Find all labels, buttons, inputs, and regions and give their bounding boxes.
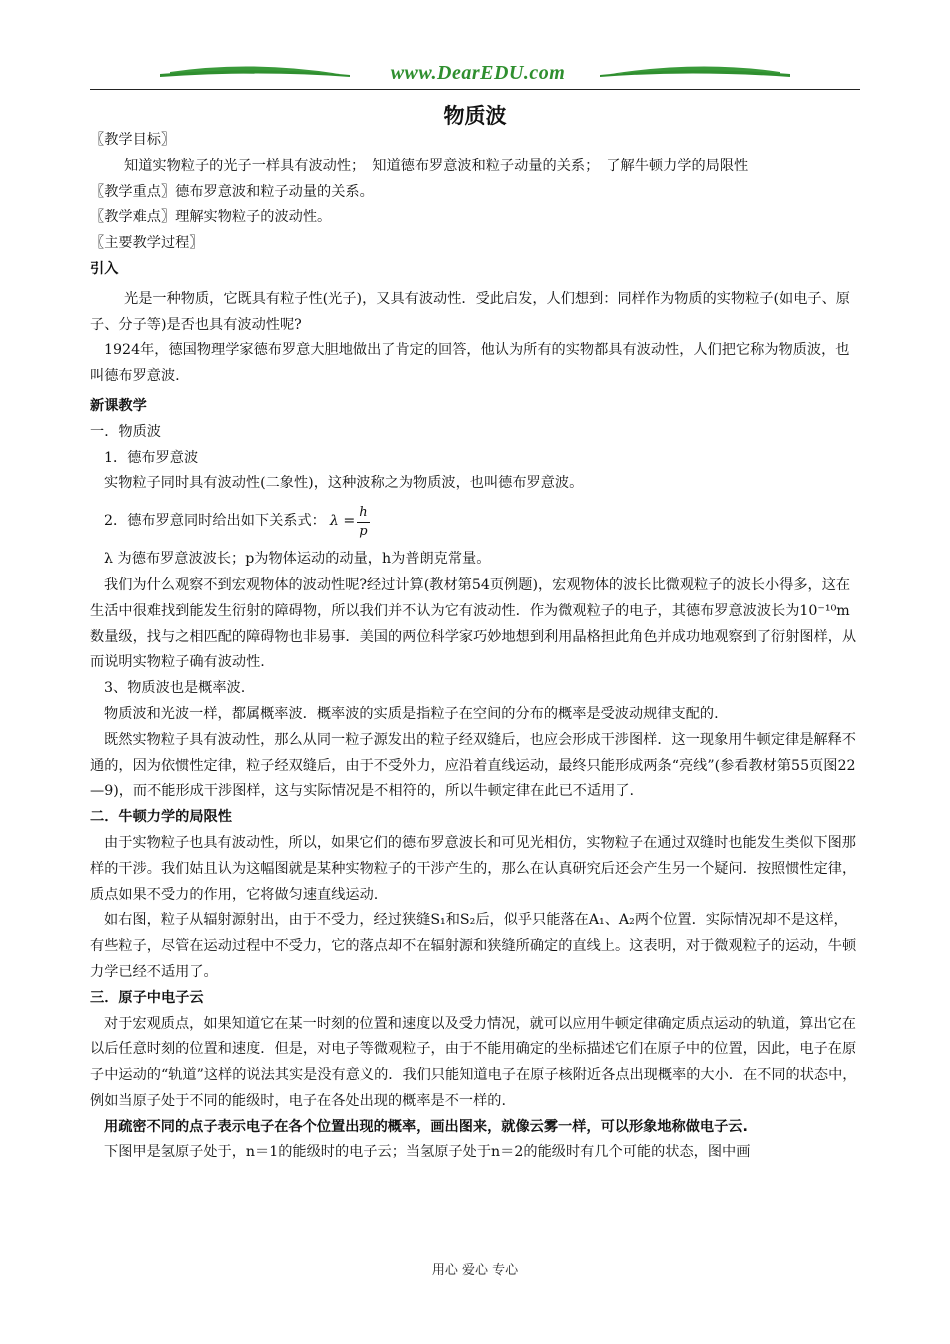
goal-label: 〖教学目标〗 — [90, 132, 176, 148]
section-3-paragraph-1: 对于宏观质点，如果知道它在某一时刻的位置和速度以及受力情况，就可以应用牛顿定律确定质点运动的轨道，算出它在以后任意时刻的位置和速度．但是，对电子等微观粒子，由于不能用确定的坐标描述它们在原子中的位置，因此，电子在原子中运动的“轨道”这样的说法其实是没有意义的．我们只能知道电子在原子核附近各点出现概率的大小．在不同的状态中，例如当原子处于不同的能级时，电子在各处出现的概率是不一样的. — [90, 1015, 857, 1109]
section-2-paragraph-1: 由于实物粒子也具有波动性，所以，如果它们的德布罗意波长和可见光相仿，实物粒子在通过双缝时也能发生类似下图那样的干涉。我们姑且认为这幅图就是某种实物粒子的干涉产生的，那么在认真研究后还会产生另一个疑问．按照惯性定律，质点如果不受力的作用，它将做匀速直线运动. — [90, 834, 857, 903]
formula-lambda: λ = — [329, 513, 356, 530]
section-2-heading: 二．牛顿力学的局限性 — [90, 809, 232, 826]
page-title: 物质波 — [443, 104, 507, 128]
section-1-3-paragraph-1: 物质波和光波一样，都属概率波．概率波的实质是指粒子在空间的分布的概率是受波动规律支配的. — [104, 705, 719, 722]
section-1-3-paragraph-2: 既然实物粒子具有波动性，那么从同一粒子源发出的粒子经双缝后，也应会形成干涉图样．这一现象用牛顿定律是解释不通的，因为依惯性定律，粒子经双缝后，由于不受外力，应沿着直线运动，最终只能形成两条“亮线”(参看教材第55页图22—9)，而不能形成干涉图样，这与实际情况是不相符的，所以牛顿定律在此已不适用了. — [90, 731, 856, 800]
intro-paragraph-2: 1924年，德国物理学家德布罗意大胆地做出了肯定的回答，他认为所有的实物都具有波动性，人们把它称为物质波，也叫德布罗意波. — [90, 342, 850, 385]
section-3-paragraph-3: 下图甲是氢原子处于，n＝1的能级时的电子云；当氢原子处于n＝2的能级时有几个可能的状态，图中画 — [104, 1144, 751, 1161]
section-1-heading: 一．物质波 — [90, 423, 161, 440]
formula-note: λ 为德布罗意波波长；p为物体运动的动量，h为普朗克常量。 — [104, 551, 491, 568]
formula-line — [90, 497, 860, 547]
section-2-paragraph-2: 如右图，粒子从辐射源射出，由于不受力，经过狭缝S₁和S₂后，似乎只能落在A₁、A₂两个位置．实际情况却不是这样，有些粒子，尽管在运动过程中不受力，它的落点却不在辐射源和狭缝所确定的直线上。这表明，对于微观粒子的运动，牛顿力学已经不适用了。 — [90, 912, 857, 980]
section-3-heading: 三．原子中电子云 — [90, 989, 204, 1006]
brand-logo-text: www.DearEDU.com — [390, 62, 566, 84]
difficulty: 〖教学难点〗理解实物粒子的波动性。 — [90, 209, 332, 226]
section-1-1-heading: 1．德布罗意波 — [104, 449, 199, 466]
header-divider — [90, 89, 860, 90]
process-label: 〖主要教学过程〗 — [90, 235, 204, 252]
section-1-paragraph-3: 我们为什么观察不到宏观物体的波动性呢?经过计算(教材第54页例题)，宏观物体的波长比微观粒子的波长小得多，这在生活中很难找到能发生衍射的障碍物，所以我们并不认为它有波动性．作为微观粒子的电子，其德布罗意波波长为10⁻¹⁰m数量级，找与之相匹配的障碍物也非易事．美国的两位科学家巧妙地想到利用晶格担此角色并成功地观察到了衍射图样，从而说明实物粒子确有波动性. — [90, 576, 857, 671]
intro-heading: 引入 — [90, 260, 119, 277]
new-lesson-heading: 新课教学 — [90, 397, 147, 414]
key-point: 〖教学重点〗德布罗意波和粒子动量的关系。 — [90, 183, 374, 200]
intro-paragraph-1: 光是一种物质，它既具有粒子性(光子)，又具有波动性．受此启发，人们想到：同样作为物质的实物粒子(如电子、原子、分子等)是否也具有波动性呢? — [90, 290, 850, 333]
goal-text: 知道实物粒子的光子一样具有波动性； 知道德布罗意波和粒子动量的关系； 了解牛顿力学的局限性 — [124, 157, 749, 174]
section-3-paragraph-2: 用疏密不同的点子表示电子在各个位置出现的概率，画出图来，就像云雾一样，可以形象地称做电子云. — [104, 1118, 748, 1135]
page-footer: 用心 爱心 专心 — [431, 1263, 519, 1278]
section-1-3-heading: 3、物质波也是概率波. — [104, 680, 246, 697]
document-body — [90, 128, 860, 1166]
formula-fraction — [357, 504, 369, 541]
section-1-1-text: 实物粒子同时具有波动性(二象性)，这种波称之为物质波，也叫德布罗意波。 — [104, 475, 584, 492]
formula-denominator: p — [359, 523, 368, 539]
section-1-2-heading: 2．德布罗意同时给出如下关系式： — [104, 513, 326, 530]
formula-numerator: h — [357, 504, 369, 523]
header-banner — [90, 58, 860, 90]
